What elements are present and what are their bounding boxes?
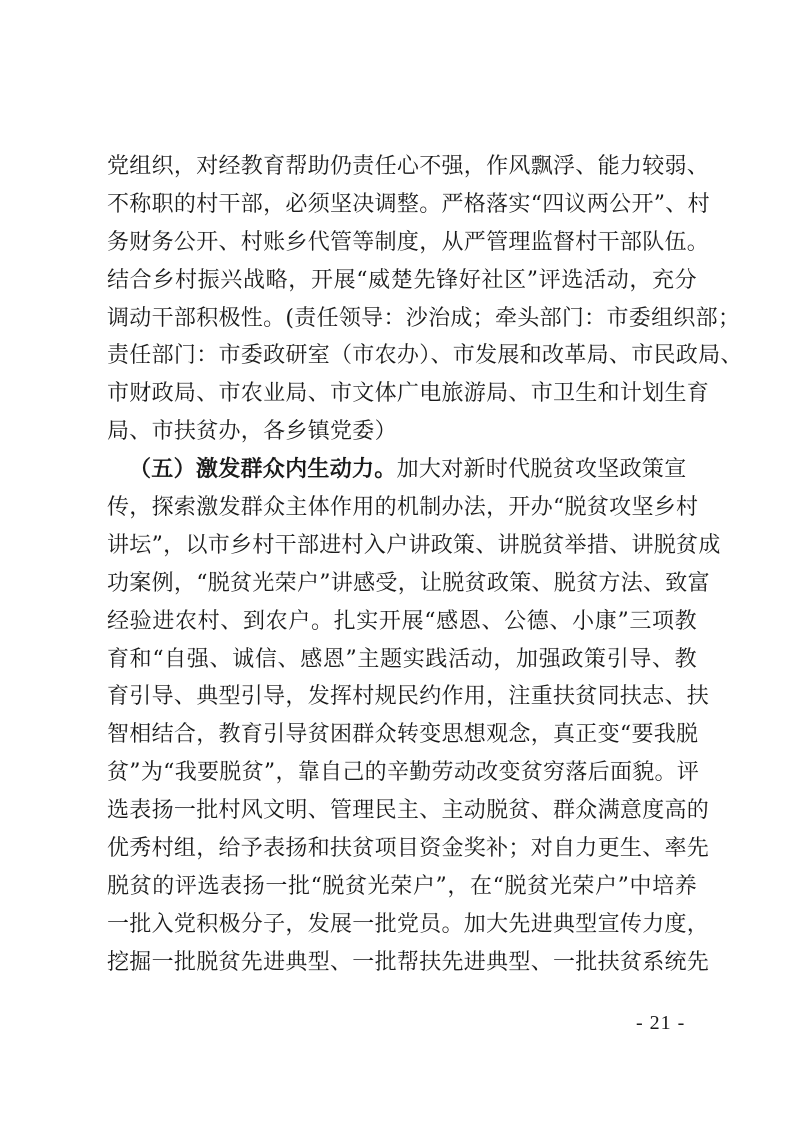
text-line: 经验进农村、到农户。扎实开展“感恩、公德、小康”三项教 [107,608,697,634]
text-line: 党组织，对经教育帮助仍责任心不强，作风飘浮、能力较弱、 [107,154,710,179]
text-line: 传，探索激发群众主体作用的机制办法，开办“脱贫攻坚乡村 [107,495,699,521]
text-line: 务财务公开、村账乡代管等制度，从严管理监督村干部队伍。 [107,229,710,255]
text-line: 贫”为“我要脱贫”，靠自己的辛勤劳动改变贫穷落后面貌。评 [107,760,700,786]
paragraph-first-line [107,451,697,489]
text-line: 挖掘一批脱贫先进典型、一批帮扶先进典型、一批扶贫系统先 [107,949,710,975]
section-heading: （五）激发群众内生动力。 [129,456,397,483]
text-line: 智相结合，教育引导贫困群众转变思想观念，真正变“要我脱 [107,722,699,748]
text-span: 加大对新时代脱贫攻坚政策宣 [396,457,687,483]
page-number: - 21 - [636,1012,686,1034]
text-line: 调动干部积极性。(责任领导：沙治成；牵头部门：市委组织部； [107,305,741,331]
text-line: 责任部门：市委政研室（市农办）、市发展和改革局、市民政局、 [107,343,743,369]
text-line: 育和“自强、诚信、感恩”主题实践活动，加强政策引导、教 [107,646,697,672]
text-line: 一批入党积极分子，发展一批党员。加大先进典型宣传力度， [107,911,710,937]
text-line: 讲坛”，以市乡村干部进村入户讲政策、讲脱贫举措、讲脱贫成 [107,532,721,558]
text-line: 脱贫的评选表扬一批“脱贫光荣户”，在“脱贫光荣户”中培养 [107,873,697,899]
text-line: 局、市扶贫办，各乡镇党委） [107,419,397,445]
text-line: 不称职的村干部，必须坚决调整。严格落实“四议两公开”、村 [107,191,710,217]
text-line: 优秀村组，给予表扬和扶贫项目资金奖补；对自力更生、率先 [107,836,710,862]
text-line: 育引导、典型引导，发挥村规民约作用，注重扶贫同扶志、扶 [107,684,710,710]
text-line: 结合乡村振兴战略，开展“威楚先锋好社区”评选活动，充分 [107,267,697,293]
body-text [107,148,743,982]
text-line: 市财政局、市农业局、市文体广电旅游局、市卫生和计划生育 [107,381,710,407]
text-line: 选表扬一批村风文明、管理民主、主动脱贫、群众满意度高的 [107,798,710,824]
text-line: 功案例，“脱贫光荣户”讲感受，让脱贫政策、脱贫方法、致富 [107,570,710,596]
